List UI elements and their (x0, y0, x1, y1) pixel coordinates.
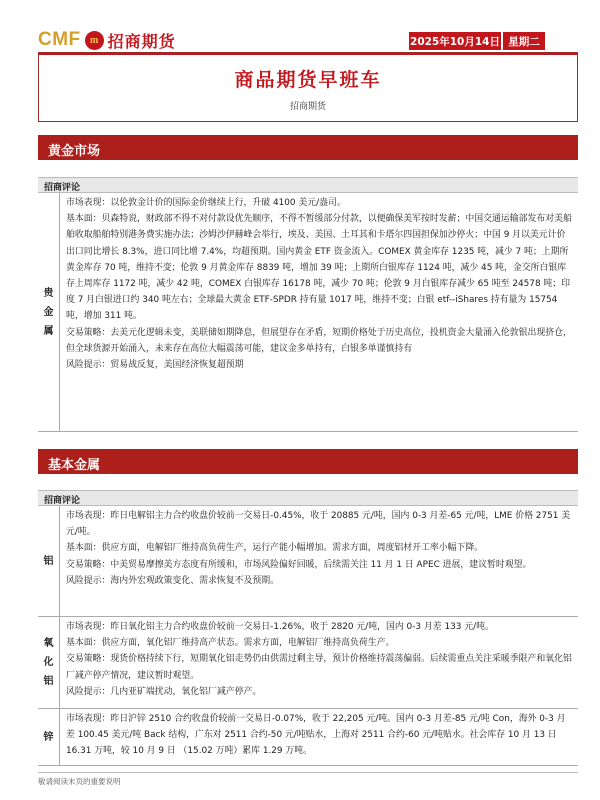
comment-label: 招商评论 (44, 496, 81, 506)
logo-chinese-text: 招商期货 (107, 31, 176, 51)
risk-warning: 风险提示：贸易战反复，美国经济恢复超预期 (66, 360, 244, 371)
section-header-base-metals (38, 449, 578, 474)
category-label: 贵金属 (43, 287, 54, 337)
page-subtitle: 招商期货 (289, 102, 326, 112)
commentary-row-zinc (38, 709, 578, 766)
company-logo (38, 28, 176, 52)
trading-strategy: 交易策略：去美元化逻辑未变，美联储如期降息，但展望存在矛盾，短期价格处于历史高位，投机资金大量涌入伦敦银出现挤仓，但全球货源开始涌入，未来存在高位大幅震荡可能，建议金多单持有，白银多单谨慎持有 (66, 327, 572, 354)
report-weekday: 星期二 (508, 35, 540, 48)
market-performance: 市场表现：昨日沪锌 2510 合约收盘价较前一交易日-0.07%，收于 22,205 元/吨。国内 0-3 月差-85 元/吨 Con，海外 0-3 月差 100.45 美元/吨 Back 结构，广东对 2511 合约-50 元/吨贴水，上海对 2511 合约-60 元/吨贴水。社会库存 10 月 13 日 16.31 万吨，较 10 月 9 日 （15.02 万吨）累库 1.29 万吨。 (66, 714, 566, 757)
category-cell (38, 617, 60, 708)
section-title: 基本金属 (48, 458, 101, 473)
commentary-text (66, 508, 574, 589)
category-cell (38, 193, 60, 431)
market-performance: 市场表现：昨日氧化铝主力合约收盘价较前一交易日-1.26%，收于 2820 元/吨，国内 0-3 月差 133 元/吨。 (66, 622, 494, 632)
commentary-row-alumina (38, 617, 578, 709)
page-header (38, 28, 578, 54)
category-cell (38, 709, 60, 765)
date-banner (409, 32, 545, 50)
section-header-gold (38, 135, 578, 160)
logo-latin-text: CMF (38, 29, 81, 50)
page-footer (38, 772, 578, 787)
category-label: 氧化铝 (43, 638, 54, 687)
section-title: 黄金市场 (48, 144, 101, 159)
trading-strategy: 交易策略：中美贸易摩擦美方态度有所缓和，市场风险偏好回暖，后续需关注 11 月 1 日 APEC 进展，建议暂时观望。 (66, 559, 532, 570)
commentary-text (66, 619, 574, 700)
commentary-text (66, 711, 574, 760)
title-box (38, 52, 578, 122)
page-title: 商品期货早班车 (234, 69, 382, 91)
trading-strategy: 交易策略：现货价格持续下行，短期氧化铝走势仍由供需过剩主导，预计价格维持震荡偏弱。后续需重点关注采暖季限产和氧化铝厂减产停产情况，建议暂时观望。 (66, 654, 572, 681)
comment-label: 招商评论 (44, 183, 81, 193)
risk-warning: 风险提示：海内外宏观政策变化、需求恢复不及预期。 (66, 575, 279, 586)
risk-warning: 风险提示：几内亚矿端扰动，氧化铝厂减产停产。 (66, 686, 262, 697)
market-performance: 市场表现：昨日电解铝主力合约收盘价较前一交易日-0.45%，收于 20885 元/吨，国内 0-3 月差-65 元/吨，LME 价格 2751 美元/吨。 (66, 511, 571, 538)
commentary-row-precious-metals (38, 193, 578, 432)
category-label: 锌 (43, 731, 54, 743)
report-date: 2025年10月14日 (410, 35, 500, 48)
fundamentals: 基本面：供应方面，电解铝厂维持高负荷生产，运行产能小幅增加。需求方面，周度铝材开工率小幅下降。 (66, 543, 484, 554)
commentary-row-aluminium (38, 506, 578, 617)
fundamentals: 基本面：供应方面，氧化铝厂维持高产状态。需求方面，电解铝厂维持高负荷生产。 (66, 638, 395, 649)
disclaimer-note: 敬请阅读末页的重要说明 (38, 777, 121, 786)
fundamentals: 基本面：贝森特说，财政部不得不对付款设优先顺序，不得不暂缓部分付款，以便确保美军按时发薪；中国交通运输部发布对美船舶收取船舶特别港务费实施办法；沙姆沙伊赫峰会举行，埃及、美国、土耳其和卡塔尔四国担保加沙停火；中国 9 月以美元计价出口同比增长 8.3%，进口同比增 7.4%，均超预期。国内黄金 ETF 资金流入。COMEX 黄金库存 1235 吨，减少 7 吨；上期所黄金库存 70 吨，维持不变；伦敦 9 月黄金库存 8839 吨，增加 39 吨；上期所白银库存 1124 吨，减少 45 吨，金交所白银库存上周库存 1172 吨，减少 42 吨，COMEX 白银库存 16178 吨，减少 70 吨；伦敦 9 月白银库存减少 65 吨至 24578 吨；印度 7 月白银进口约 340 吨左右；全球最大黄金 ETF-SPDR 持有量 1017 吨，维持不变；白银 etf--iShares 持有量为 15754 吨，增加 311 吨。 (66, 214, 572, 322)
logo-badge-icon: m (85, 31, 104, 50)
commentary-text (66, 195, 574, 373)
comment-header (38, 490, 578, 506)
category-cell (38, 506, 60, 616)
comment-header (38, 177, 578, 193)
category-label: 铝 (43, 555, 54, 567)
market-performance: 市场表现：以伦敦金计价的国际金价继续上行，升破 4100 美元/盎司。 (66, 198, 346, 208)
